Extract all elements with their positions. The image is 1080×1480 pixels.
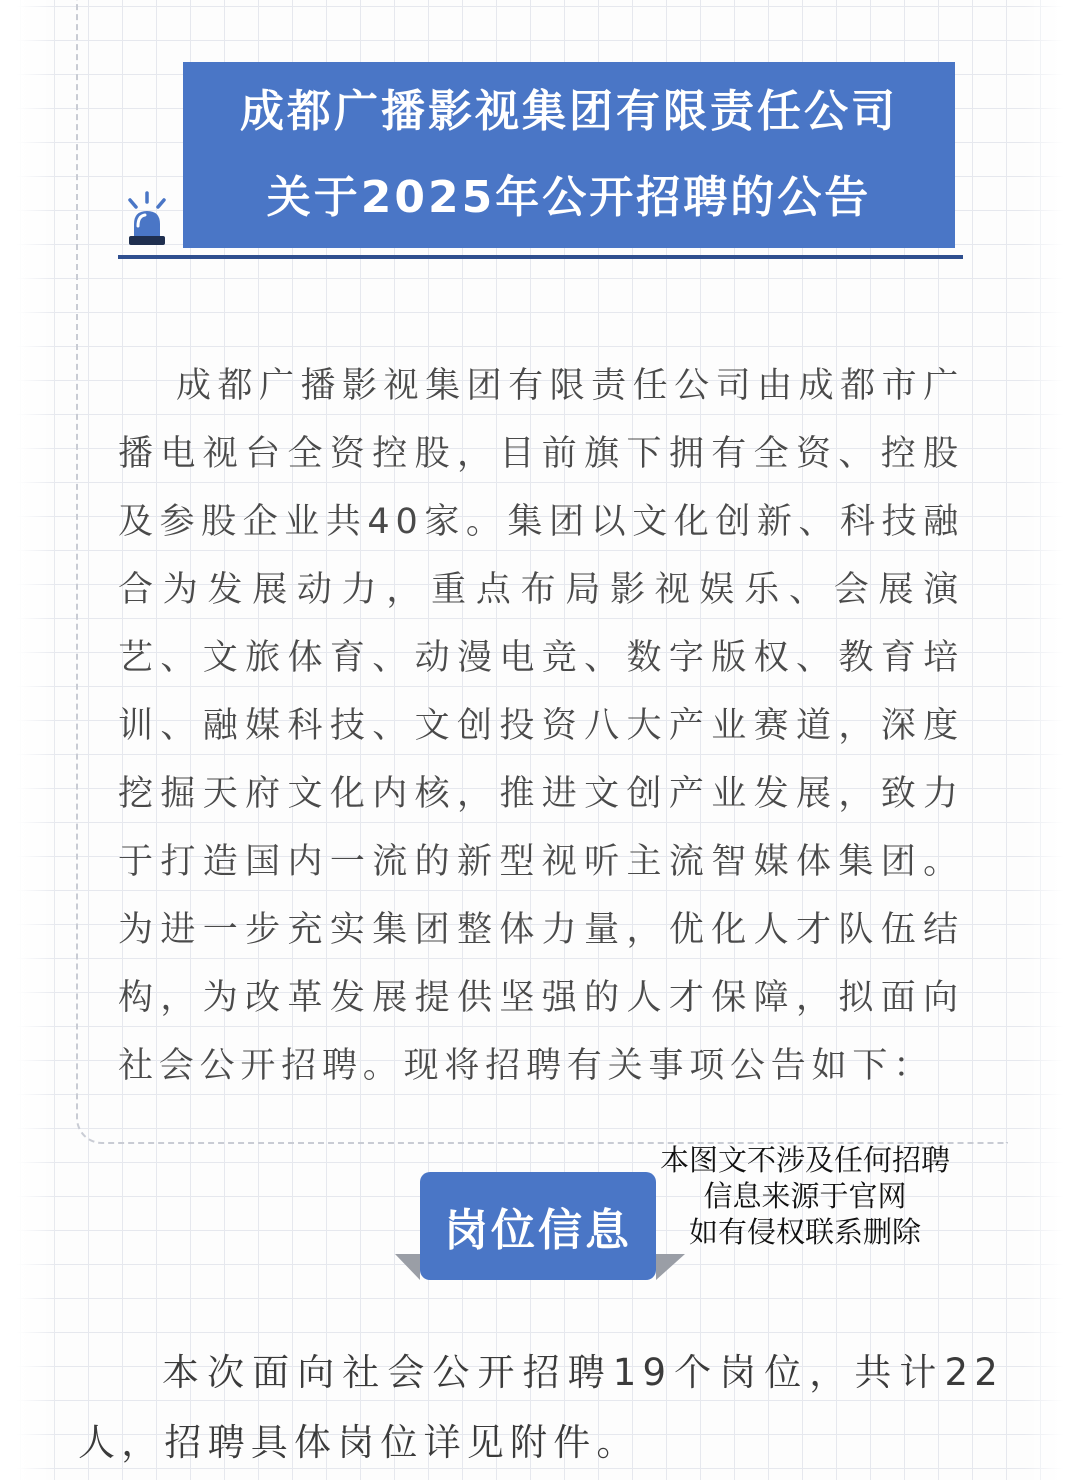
title-line-1: 成都广播影视集团有限责任公司 [240, 86, 898, 137]
right-margin [1024, 0, 1080, 1480]
disclaimer-line-2: 信息来源于官网 [703, 1179, 907, 1213]
disclaimer-note [640, 1142, 970, 1250]
disclaimer-line-1: 本图文不涉及任何招聘 [659, 1143, 950, 1177]
disclaimer-line-3: 如有侵权联系删除 [688, 1215, 921, 1249]
left-margin [0, 0, 56, 1480]
positions-paragraph: 本次面向社会公开招聘19个岗位，共计22人，招聘具体岗位详见附件。 [78, 1351, 1004, 1464]
section-tab [420, 1172, 656, 1280]
title-line-2: 关于2025年公开招聘的公告 [266, 172, 872, 223]
announcement-title-banner [183, 62, 955, 248]
intro-paragraph: 成都广播影视集团有限责任公司由成都市广播电视台全资控股，目前旗下拥有全资、控股及参股企业共40家。集团以文化创新、科技融合为发展动力，重点布局影视娱乐、会展演艺、文旅体育、动漫电竞、数字版权、教育培训、融媒科技、文创投资八大产业赛道，深度挖掘天府文化内核，推进文创产业发展，致力于打造国内一流的新型视听主流智媒体集团。为进一步充实集团整体力量，优化人才队伍结构，为改革发展提供坚强的人才保障，拟面向社会公开招聘。现将招聘有关事项公告如下： [118, 366, 964, 1086]
siren-icon [124, 190, 170, 250]
title-underline [118, 255, 963, 259]
section-title: 岗位信息 [444, 1205, 632, 1256]
